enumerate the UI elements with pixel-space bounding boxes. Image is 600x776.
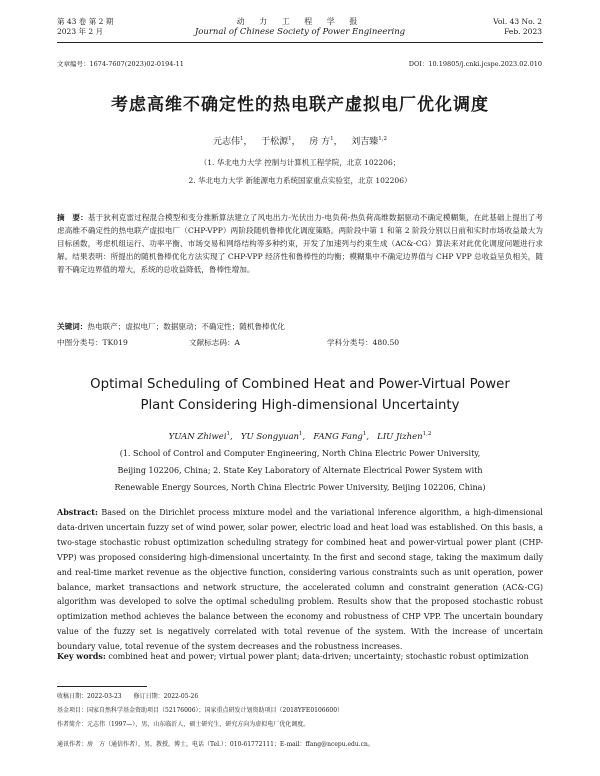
author-en: LIU Jizhen$^{1,2}$ (377, 431, 432, 442)
abstract-cn-text: 基于狄利克雷过程混合模型和变分推断算法建立了风电出力-光伏出力-电负荷-热负荷高维数据驱动不确定模糊集，在此基础上提出了考虑高维不确定性的热电联产虚拟电厂（CHP-VPP）两阶段随机鲁棒优化调度策略。两阶段中第 1 和第 2 阶段分别以日前和实时市场收益最大为目标函数，考虑机组运行、功率平衡、市场交易和网络结构等多种约束，开发了加速列与约束生成（AC&-CG）算法来对此优化调度问题进行求解。结果表明：所提出的随机鲁棒优化方法实现了 CHP-VPP 经济性和鲁棒性的均衡；模糊集中不确定边界值与 CHP VPP 总收益呈负相关，随着不确定边界值的增大，系统的总收益降低，鲁棒性增加。 (57, 213, 543, 275)
affiliation-en-line: Beijing 102206, China; 2. State Key Laboratory of Alternate Electrical Power System with (117, 465, 483, 475)
keywords-cn (57, 321, 285, 332)
affiliations-en (57, 446, 543, 496)
footnote-corresponding: 通讯作者：房 方（通信作者），男，教授，博士，电话（Tel.）：010-61772111；E-mail：ffang@ncepu.edu.cn。 (57, 741, 374, 748)
keywords-en (57, 649, 543, 665)
subject-code: 学科分类号：480.50 (327, 338, 400, 347)
volume-cn: 第 43 卷 第 2 期 (57, 17, 114, 26)
abstract-en-label: Abstract: (57, 507, 98, 517)
author-cn: 刘吉臻$^{1,2}$ (351, 136, 387, 147)
keywords-cn-label: 关键词： (57, 322, 88, 331)
running-header-right (493, 17, 542, 37)
article-id: 文章编号：1674-7607(2023)02-0194-11 (57, 60, 184, 68)
affiliation-cn-1: （1. 华北电力大学 控制与计算机工程学院，北京 102206； (199, 158, 401, 167)
author-cn: 于松源$^1$ (261, 136, 292, 147)
author-en: FANG Fang$^1$ (313, 431, 367, 442)
affiliation-en-line: (1. School of Control and Computer Engineering, North China Electric Power University, (119, 449, 481, 458)
clc-number: 中图分类号：TK019 (57, 338, 128, 347)
journal-name-en: Journal of Chinese Society of Power Engineering (194, 27, 406, 37)
date-cn: 2023 年 2 月 (57, 27, 104, 36)
footnote-author-bio: 作者简介：元志伟（1997—），男，山东临沂人，硕士研究生，研究方向为虚拟电厂优化调度。 (57, 721, 310, 728)
title-en-line-1: Optimal Scheduling of Combined Heat and Power-Virtual Power (90, 377, 510, 392)
header-rule (57, 42, 543, 43)
keywords-en-label: Key words: (57, 651, 106, 661)
affiliation-cn-2: 2. 华北电力大学 新能源电力系统国家重点实验室，北京 102206） (188, 176, 412, 185)
footnote-received: 收稿日期：2022-03-23 修订日期：2022-05-26 (57, 693, 199, 700)
author-en: YU Songyuan$^1$ (240, 431, 303, 442)
keywords-cn-text: 热电联产；虚拟电厂；数据驱动；不确定性；随机鲁棒优化 (87, 322, 285, 331)
journal-name-cn: 动 力 工 程 学 报 (236, 17, 364, 26)
title-cn: 考虑高维不确定性的热电联产虚拟电厂优化调度 (111, 95, 489, 115)
doi: DOI：10.19805/j.cnki.jcspe.2023.02.010 (408, 60, 542, 68)
keywords-en-text: combined heat and power; virtual power plant; data-driven; uncertainty; stochastic robust optimization (108, 652, 529, 661)
abstract-cn-label: 摘 要： (57, 213, 88, 222)
author-en: YUAN Zhiwei$^1$ (168, 431, 231, 442)
author-cn: 元志伟$^1$ (213, 136, 244, 147)
abstract-cn (57, 211, 543, 276)
volume-en: Vol. 43 No. 2 (493, 17, 542, 26)
document-code: 文献标志码：A (189, 338, 241, 347)
footnote-funding: 基金项目：国家自然科学基金资助项目（52176006）；国家重点研发计划资助项目（2018YFE0106600） (57, 707, 344, 714)
affiliation-en-line: Renewable Energy Sources, North China Electric Power University, Beijing 102206, China) (114, 482, 486, 492)
authors-cn: 元志伟$^1$， 于松源$^1$， 房 方$^1$， 刘吉臻$^{1,2}$ (213, 136, 387, 147)
title-en-line-2: Plant Considering High-dimensional Uncertainty (140, 398, 460, 413)
footnote-rule (57, 686, 147, 687)
authors-en: YUAN Zhiwei$^1$, YU Songyuan$^1$, FANG Fang$^1$, LIU Jizhen$^{1,2}$ (168, 431, 432, 442)
date-en: Feb. 2023 (504, 27, 542, 36)
author-cn: 房 方$^1$ (309, 136, 334, 147)
abstract-en-text: Based on the Dirichlet process mixture model and the variational inference algorithm, a high-dimensional data-driven uncertain fuzzy set of wind power, solar power, electric load and heat load was established. On this basis, a two-stage stochastic robust optimization scheduling strategy for combined heat and power-virtual power plant (CHP-VPP) was proposed considering high-dimensional uncertainty. In the first and second stage, taking the maximum daily and real-time market revenue as the objective function, considering various constraints such as unit operation, power balance, market transactions and network structure, the accelerated column and constraint generation (AC&-CG) algorithm was developed to solve the optimal scheduling problem. Results show that the proposed stochastic robust optimization method achieves the balance between the economy and robustness of CHP VPP. The uncertain boundary value of the fuzzy set is negatively correlated with total revenue of the system. With the increase of uncertain boundary value, total revenue of the system decreases and the robustness increases. (57, 508, 543, 652)
abstract-en (57, 505, 543, 655)
